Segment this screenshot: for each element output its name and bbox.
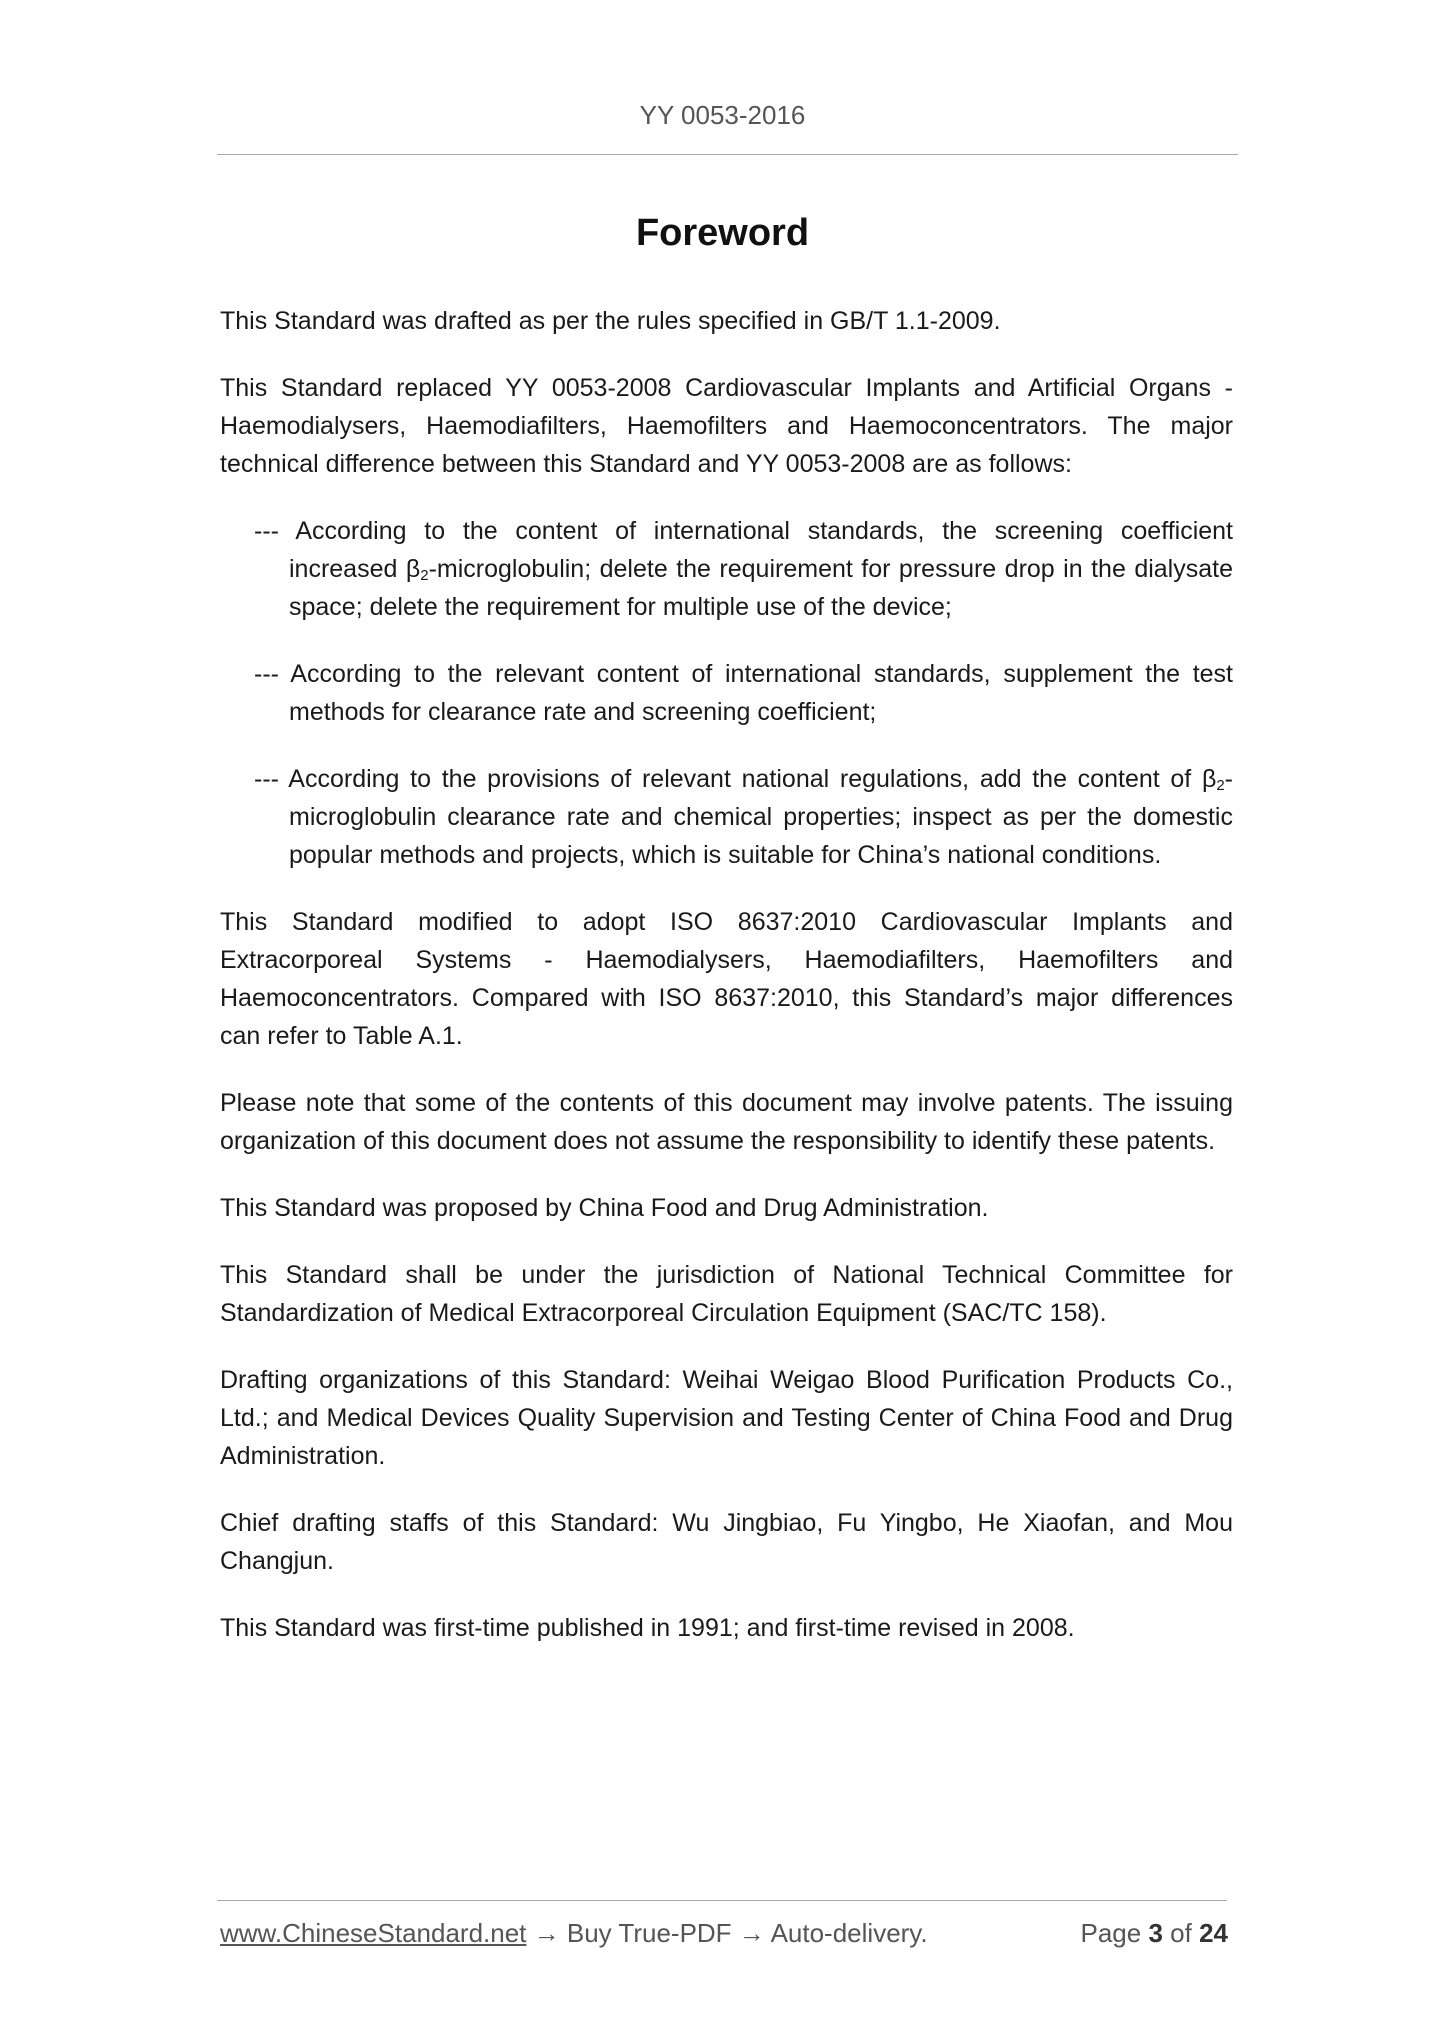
document-body [220,302,1233,1676]
paragraph-publication-history: This Standard was first-time published in 1991; and first-time revised in 2008. [220,1614,1075,1642]
page-number [1080,1918,1228,1949]
paragraph-proposed-by: This Standard was proposed by China Food and Drug Administration. [220,1194,989,1222]
paragraph-drafting-rules: This Standard was drafted as per the rules specified in GB/T 1.1-2009. [220,307,1001,335]
paragraph-iso-adoption: This Standard modified to adopt ISO 8637:2010 Cardiovascular Implants and Extracorporeal Systems - Haemodialysers, Haemodiafilters, Haemofilters and Haemoconcentrators. Compared with ISO 8637:2010, this Standard’s major differences can refer to Table A.1. [220,908,1233,1050]
paragraph-patents: Please note that some of the contents of this document may involve patents. The issuing organization of this document does not assume the responsibility to identify these patents. [220,1089,1233,1155]
subscript: 2 [1216,777,1225,794]
page-of-label: of [1170,1918,1192,1948]
list-item-screening-coefficient [254,512,1233,626]
current-page: 3 [1148,1918,1163,1948]
page-label: Page [1080,1918,1142,1948]
list-item-text: -microglobulin clearance rate and chemical properties; inspect as per the domestic popular methods and projects, which is suitable for China’s national conditions. [289,765,1233,869]
paragraph-drafting-organizations: Drafting organizations of this Standard: Weihai Weigao Blood Purification Products Co., Ltd.; and Medical Devices Quality Supervision and Testing Center of China Food and Drug Administration. [220,1366,1233,1470]
document-code-header: YY 0053-2016 [639,100,806,130]
subscript: 2 [420,567,429,584]
list-item-test-methods: --- According to the relevant content of international standards, supplement the test methods for clearance rate and screening coefficient; [254,660,1233,726]
footer-promo-text: → Buy True-PDF → Auto-delivery. [526,1918,928,1948]
website-link[interactable]: www.ChineseStandard.net [220,1918,527,1948]
list-item-text: -microglobulin; delete the requirement for pressure drop in the dialysate space; delete the requirement for multiple use of the device; [289,555,1233,621]
list-item-text: --- According to the provisions of relevant national regulations, add the content of β [254,765,1217,793]
list-item-national-regulations [254,760,1233,874]
footer-divider [217,1900,1227,1901]
paragraph-jurisdiction: This Standard shall be under the jurisdiction of National Technical Committee for Standardization of Medical Extracorporeal Circulation Equipment (SAC/TC 158). [220,1261,1233,1327]
paragraph-replacement: This Standard replaced YY 0053-2008 Cardiovascular Implants and Artificial Organs - Haemodialysers, Haemodiafilters, Haemofilters and Haemoconcentrators. The major technical difference between this Standard and YY 0053-2008 are as follows: [220,374,1233,478]
list-item-text: --- According to the content of international standards, the screening coefficient increased β [254,517,1233,583]
footer-promo [220,1918,928,1949]
total-pages: 24 [1199,1918,1228,1948]
paragraph-drafting-staff: Chief drafting staffs of this Standard: Wu Jingbiao, Fu Yingbo, He Xiaofan, and Mou Changjun. [220,1509,1233,1575]
page-title: Foreword [635,212,810,254]
header-divider [217,154,1238,155]
